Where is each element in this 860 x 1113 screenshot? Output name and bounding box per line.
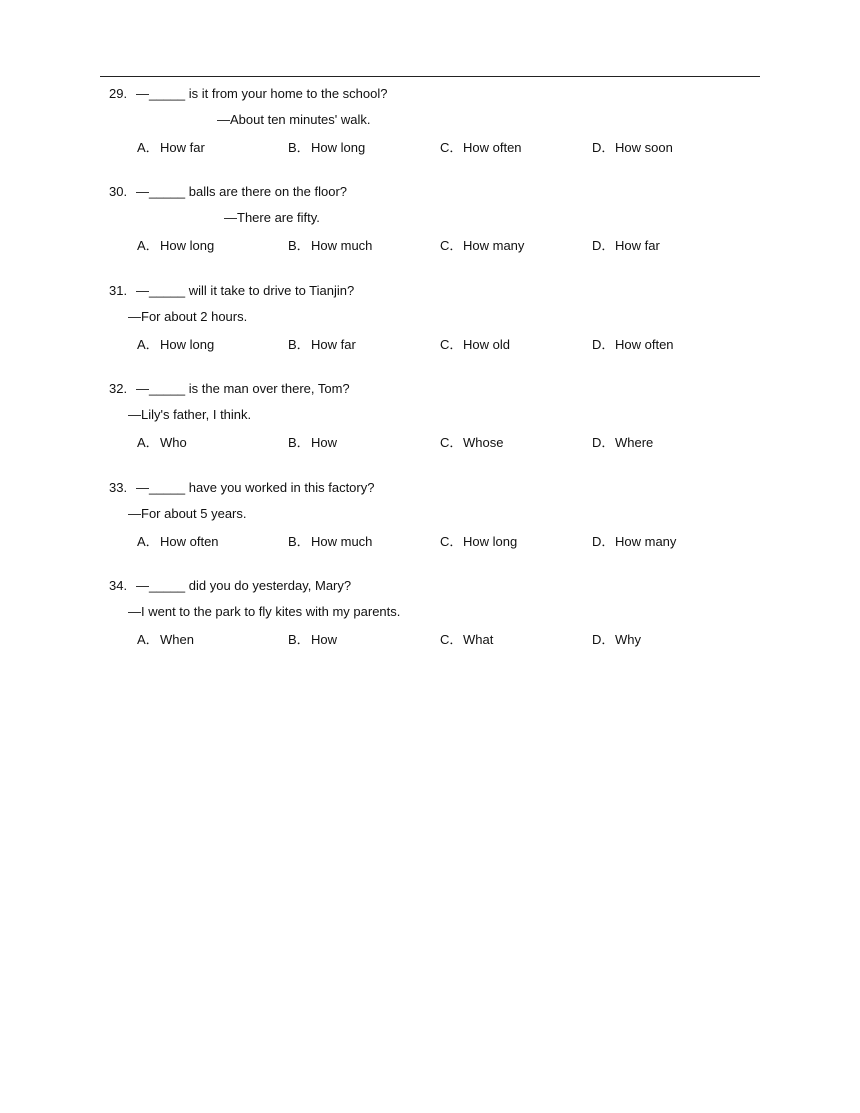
question-prompt: —_____ balls are there on the floor? [136, 184, 348, 199]
option-letter: C． [440, 337, 463, 352]
option-letter: D． [592, 238, 615, 253]
option-c[interactable] [440, 629, 493, 648]
option-a[interactable] [137, 432, 187, 451]
option-a[interactable] [137, 235, 214, 254]
option-text: How much [311, 534, 373, 549]
option-letter: B． [288, 238, 310, 253]
question-number: 33. [109, 480, 128, 495]
option-letter: D． [592, 140, 615, 155]
option-letter: D． [592, 534, 615, 549]
question-prompt: —_____ will it take to drive to Tianjin? [136, 283, 355, 298]
question-29 [0, 86, 860, 176]
option-letter: C． [440, 238, 463, 253]
answer-line: —Lily's father, I think. [128, 407, 252, 422]
option-letter: B． [288, 140, 310, 155]
question-prompt-line [109, 480, 374, 495]
option-a[interactable] [137, 531, 219, 550]
option-text: How much [311, 238, 373, 253]
option-text: Where [615, 435, 654, 450]
option-text: How long [311, 140, 366, 155]
option-a[interactable] [137, 629, 194, 648]
option-b[interactable] [288, 531, 372, 550]
option-text: How far [311, 337, 356, 352]
option-text: Why [615, 632, 641, 647]
option-d[interactable] [592, 432, 653, 451]
option-text: How long [160, 238, 215, 253]
option-a[interactable] [137, 137, 205, 156]
option-d[interactable] [592, 137, 673, 156]
question-prompt-line [109, 86, 387, 101]
answer-line: —I went to the park to fly kites with my parents. [128, 604, 401, 619]
option-text: How long [160, 337, 215, 352]
option-text: How many [463, 238, 525, 253]
option-letter: B． [288, 534, 310, 549]
option-letter: C． [440, 140, 463, 155]
option-d[interactable] [592, 629, 641, 648]
question-prompt-line [109, 184, 347, 199]
question-34 [0, 578, 860, 668]
option-b[interactable] [288, 334, 356, 353]
option-letter: A． [137, 337, 159, 352]
option-text: How soon [615, 140, 673, 155]
question-number: 31. [109, 283, 128, 298]
question-number: 30. [109, 184, 128, 199]
option-letter: D． [592, 337, 615, 352]
option-letter: A． [137, 140, 159, 155]
option-c[interactable] [440, 531, 517, 550]
option-c[interactable] [440, 432, 503, 451]
option-text: How [311, 632, 338, 647]
header-divider [100, 76, 760, 77]
option-d[interactable] [592, 235, 660, 254]
option-letter: C． [440, 435, 463, 450]
question-prompt: —_____ is it from your home to the school? [136, 86, 388, 101]
option-text: Whose [463, 435, 504, 450]
option-text: How far [615, 238, 660, 253]
option-b[interactable] [288, 137, 365, 156]
option-letter: A． [137, 238, 159, 253]
option-b[interactable] [288, 432, 337, 451]
option-letter: B． [288, 435, 310, 450]
option-text: How [311, 435, 338, 450]
option-a[interactable] [137, 334, 214, 353]
question-prompt: —_____ have you worked in this factory? [136, 480, 375, 495]
question-number: 29. [109, 86, 128, 101]
question-prompt-line [109, 381, 350, 396]
option-c[interactable] [440, 137, 522, 156]
option-letter: D． [592, 435, 615, 450]
option-text: How many [615, 534, 677, 549]
option-text: What [463, 632, 494, 647]
answer-line: —For about 2 hours. [128, 309, 248, 324]
option-letter: B． [288, 632, 310, 647]
answer-line: —About ten minutes' walk. [217, 112, 371, 127]
option-d[interactable] [592, 531, 676, 550]
option-c[interactable] [440, 334, 510, 353]
question-30 [0, 184, 860, 274]
question-31 [0, 283, 860, 373]
option-text: How often [615, 337, 674, 352]
answer-line: —There are fifty. [224, 210, 320, 225]
option-d[interactable] [592, 334, 674, 353]
option-text: How long [463, 534, 518, 549]
question-prompt: —_____ is the man over there, Tom? [136, 381, 350, 396]
question-prompt: —_____ did you do yesterday, Mary? [136, 578, 352, 593]
question-prompt-line [109, 283, 354, 298]
option-text: When [160, 632, 194, 647]
option-letter: A． [137, 435, 159, 450]
option-letter: C． [440, 534, 463, 549]
question-33 [0, 480, 860, 570]
option-c[interactable] [440, 235, 524, 254]
option-letter: A． [137, 632, 159, 647]
answer-line: —For about 5 years. [128, 506, 247, 521]
question-prompt-line [109, 578, 351, 593]
question-32 [0, 381, 860, 471]
option-letter: A． [137, 534, 159, 549]
question-number: 34. [109, 578, 128, 593]
option-letter: C． [440, 632, 463, 647]
option-text: How far [160, 140, 205, 155]
option-text: Who [160, 435, 187, 450]
option-text: How old [463, 337, 510, 352]
option-b[interactable] [288, 235, 372, 254]
option-text: How often [160, 534, 219, 549]
option-b[interactable] [288, 629, 337, 648]
option-text: How often [463, 140, 522, 155]
option-letter: D． [592, 632, 615, 647]
option-letter: B． [288, 337, 310, 352]
question-number: 32. [109, 381, 128, 396]
